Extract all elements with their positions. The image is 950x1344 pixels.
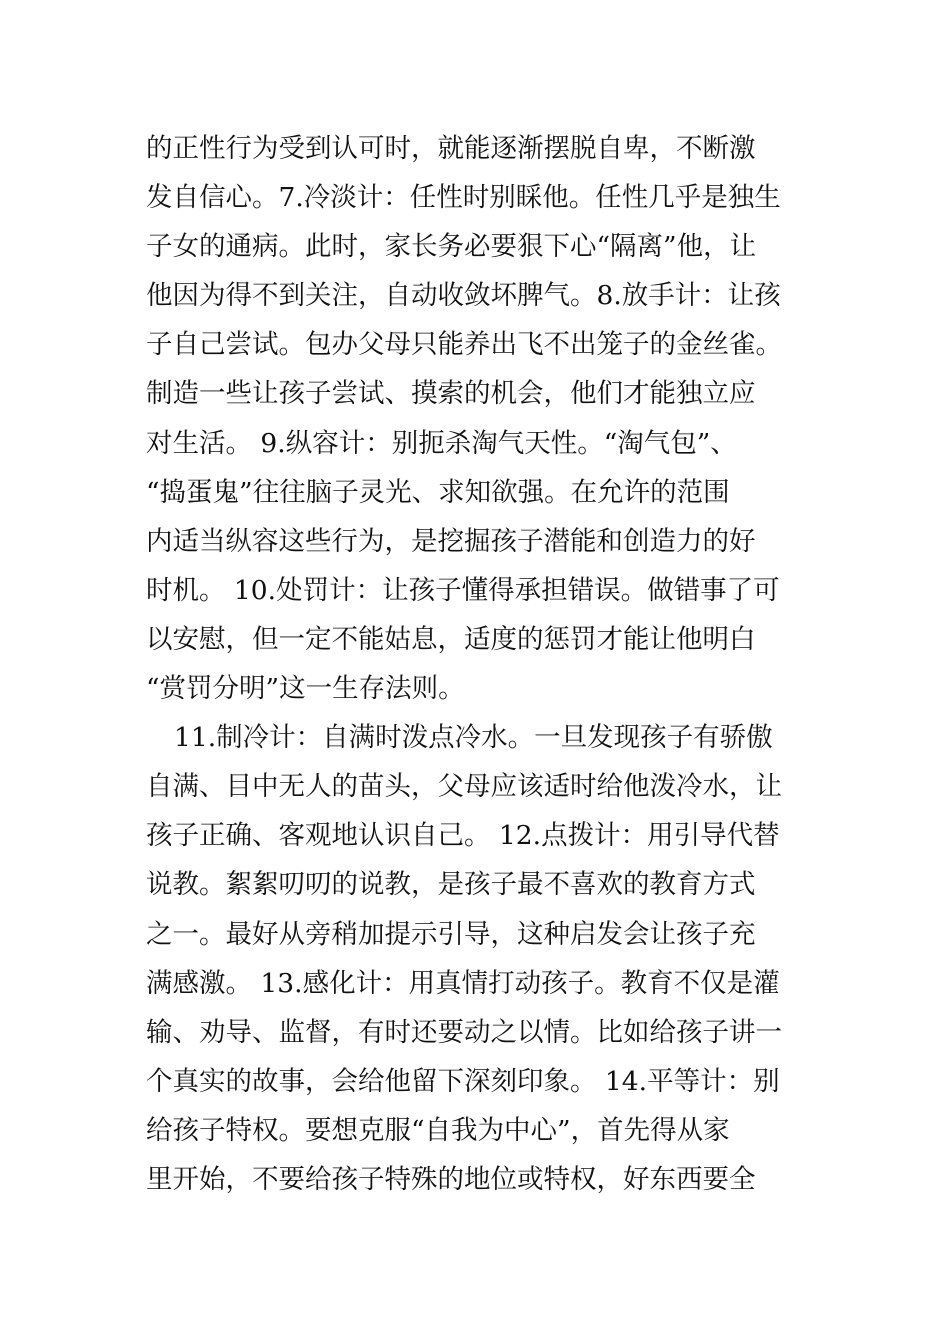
text-line: 制造一些让孩子尝试、摸索的机会，他们才能独立应 [146, 378, 756, 410]
text-line: 对生活。 9.纵容计：别扼杀淘气天性。“淘气包”、 [146, 427, 737, 459]
text-line: 11.制冷计：自满时泼点冷水。一旦发现孩子有骄傲 [174, 722, 773, 754]
text-line: 个真实的故事，会给他留下深刻印象。 14.平等计：别 [146, 1065, 780, 1097]
text-line: 孩子正确、客观地认识自己。 12.点拨计：用引导代替 [146, 820, 780, 852]
text-line: 子女的通病。此时，家长务必要狠下心“隔离”他，让 [146, 231, 757, 263]
text-line: 以安慰，但一定不能姑息，适度的惩罚才能让他明白 [146, 623, 756, 655]
text-line: “赏罚分明”这一生存法则。 [146, 673, 465, 705]
text-line: 时机。 10.处罚计：让孩子懂得承担错误。做错事了可 [146, 574, 780, 606]
text-line: 内适当纵容这些行为，是挖掘孩子潜能和创造力的好 [146, 525, 756, 557]
text-line: 里开始，不要给孩子特殊的地位或特权，好东西要全 [146, 1163, 756, 1195]
text-line: 自满、目中无人的苗头，父母应该适时给他泼冷水，让 [146, 771, 782, 803]
text-line: 发自信心。7.冷淡计：任性时别睬他。任性几乎是独生 [146, 182, 781, 214]
text-line: 子自己尝试。包办父母只能养出飞不出笼子的金丝雀。 [146, 329, 782, 361]
paragraph-1 [146, 124, 836, 713]
text-line: 说教。絮絮叨叨的说教，是孩子最不喜欢的教育方式 [146, 869, 756, 901]
text-line: 给孩子特权。要想克服“自我为中心”，首先得从家 [146, 1114, 730, 1146]
text-line: 的正性行为受到认可时，就能逐渐摆脱自卑，不断激 [146, 133, 756, 164]
paragraph-2 [146, 713, 836, 1204]
text-line: “捣蛋鬼”往往脑子灵光、求知欲强。在允许的范围 [146, 476, 730, 508]
text-line: 之一。最好从旁稍加提示引导，这种启发会让孩子充 [146, 918, 756, 950]
text-line: 他因为得不到关注，自动收敛坏脾气。8.放手计：让孩 [146, 280, 781, 312]
body-text [146, 124, 836, 1204]
text-line: 满感激。 13.感化计：用真情打动孩子。教育不仅是灌 [146, 967, 780, 999]
text-line: 输、劝导、监督，有时还要动之以情。比如给孩子讲一 [146, 1016, 782, 1048]
